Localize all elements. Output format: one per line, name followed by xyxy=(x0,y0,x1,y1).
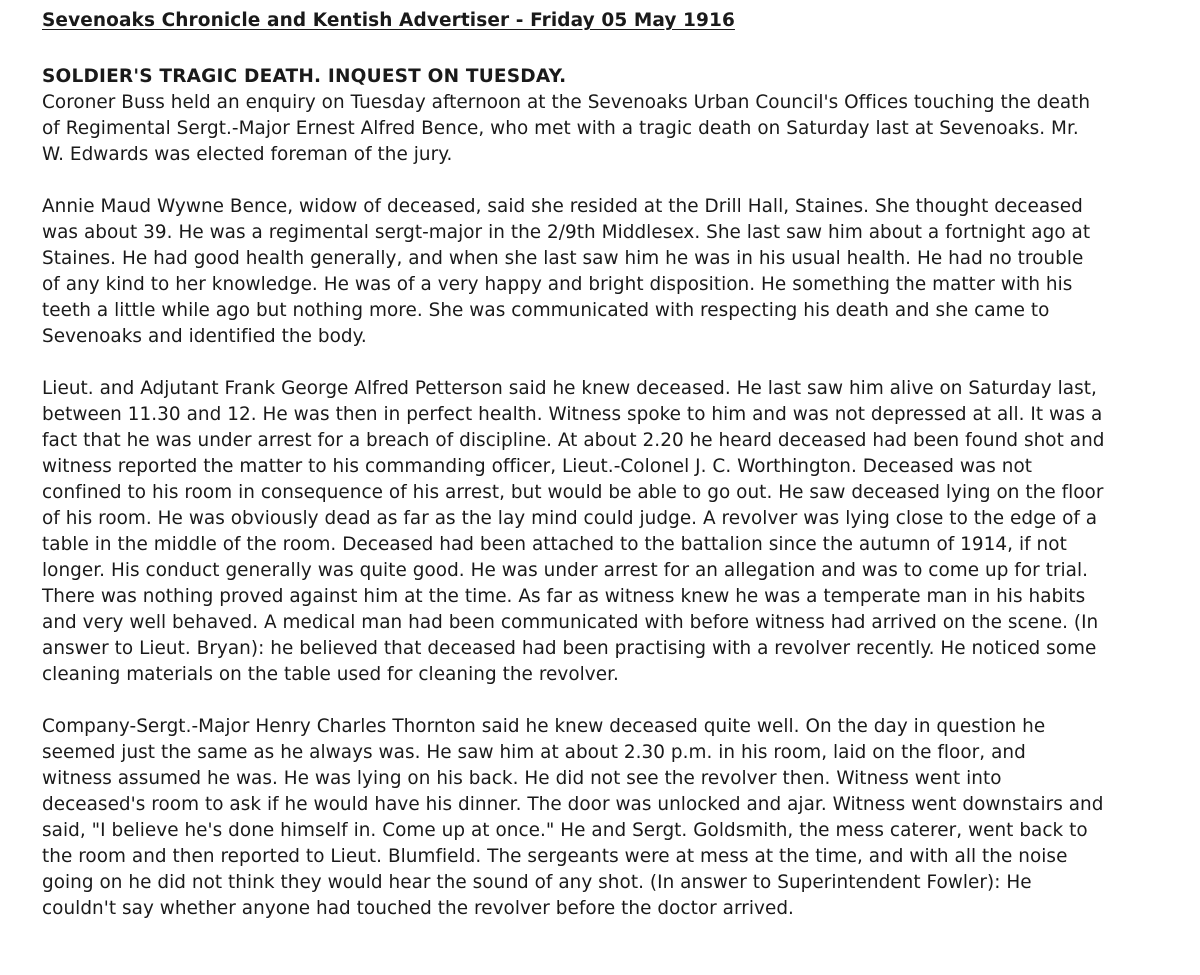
paragraph-line: longer. His conduct generally was quite good. He was under arrest for an allegation and was to come up for trial. xyxy=(42,560,1089,581)
paragraph-gap xyxy=(42,168,1192,194)
paragraph-line: said, "I believe he's done himself in. Come up at once." He and Sergt. Goldsmith, the mess caterer, went back to xyxy=(42,820,1088,841)
article-paragraph xyxy=(42,376,1192,688)
paragraph-gap xyxy=(42,350,1192,376)
article-body xyxy=(42,90,1192,922)
paragraph-line: of any kind to her knowledge. He was of a very happy and bright disposition. He something the matter with his xyxy=(42,274,1073,295)
paragraph-line: Coroner Buss held an enquiry on Tuesday afternoon at the Sevenoaks Urban Council's Offices touching the death xyxy=(42,92,1091,113)
article-paragraph xyxy=(42,714,1192,922)
paragraph-line: between 11.30 and 12. He was then in perfect health. Witness spoke to him and was not depressed at all. It was a xyxy=(42,404,1103,425)
paragraph-line: witness assumed he was. He was lying on his back. He did not see the revolver then. Witness went into xyxy=(42,768,1002,789)
paragraph-line: and very well behaved. A medical man had been communicated with before witness had arrived on the scene. (In xyxy=(42,612,1099,633)
paragraph-line: couldn't say whether anyone had touched the revolver before the doctor arrived. xyxy=(42,898,794,919)
article xyxy=(42,8,1192,922)
paragraph-line: W. Edwards was elected foreman of the jury. xyxy=(42,144,453,165)
paragraph-line: seemed just the same as he always was. He saw him at about 2.30 p.m. in his room, laid on the floor, and xyxy=(42,742,1026,763)
paragraph-line: witness reported the matter to his commanding officer, Lieut.-Colonel J. C. Worthington. Deceased was not xyxy=(42,456,1033,477)
paragraph-line: of his room. He was obviously dead as far as the lay mind could judge. A revolver was lying close to the edge of a xyxy=(42,508,1098,529)
paragraph-line: Lieut. and Adjutant Frank George Alfred Petterson said he knew deceased. He last saw him alive on Saturday last, xyxy=(42,378,1097,399)
paragraph-line: Sevenoaks and identified the body. xyxy=(42,326,367,347)
article-headline: SOLDIER'S TRAGIC DEATH. INQUEST ON TUESDAY. xyxy=(42,66,567,87)
paragraph-line: cleaning materials on the table used for cleaning the revolver. xyxy=(42,664,619,685)
paragraph-line: Company-Sergt.-Major Henry Charles Thornton said he knew deceased quite well. On the day in question he xyxy=(42,716,1046,737)
paragraph-line: There was nothing proved against him at the time. As far as witness knew he was a temperate man in his habits xyxy=(42,586,1086,607)
paragraph-line: fact that he was under arrest for a breach of discipline. At about 2.20 he heard deceased had been found shot and xyxy=(42,430,1105,451)
paragraph-line: going on he did not think they would hear the sound of any shot. (In answer to Superintendent Fowler): He xyxy=(42,872,1032,893)
paragraph-line: deceased's room to ask if he would have his dinner. The door was unlocked and ajar. Witness went downstairs and xyxy=(42,794,1104,815)
paragraph-line: Annie Maud Wywne Bence, widow of deceased, said she resided at the Drill Hall, Staines. She thought deceased xyxy=(42,196,1083,217)
newspaper-masthead: Sevenoaks Chronicle and Kentish Advertiser - Friday 05 May 1916 xyxy=(42,10,735,31)
paragraph-line: the room and then reported to Lieut. Blumfield. The sergeants were at mess at the time, and with all the noise xyxy=(42,846,1068,867)
paragraph-line: of Regimental Sergt.-Major Ernest Alfred Bence, who met with a tragic death on Saturday last at Sevenoaks. Mr. xyxy=(42,118,1079,139)
paragraph-line: table in the middle of the room. Deceased had been attached to the battalion since the autumn of 1914, if not xyxy=(42,534,1067,555)
paragraph-line: confined to his room in consequence of his arrest, but would be able to go out. He saw deceased lying on the floor xyxy=(42,482,1104,503)
paragraph-line: Staines. He had good health generally, and when she last saw him he was in his usual health. He had no trouble xyxy=(42,248,1084,269)
paragraph-gap xyxy=(42,688,1192,714)
paragraph-line: teeth a little while ago but nothing more. She was communicated with respecting his death and she came to xyxy=(42,300,1050,321)
article-paragraph xyxy=(42,194,1192,350)
paragraph-line: was about 39. He was a regimental sergt-major in the 2/9th Middlesex. She last saw him about a fortnight ago at xyxy=(42,222,1091,243)
article-paragraph xyxy=(42,90,1192,168)
paragraph-line: answer to Lieut. Bryan): he believed that deceased had been practising with a revolver recently. He noticed some xyxy=(42,638,1097,659)
